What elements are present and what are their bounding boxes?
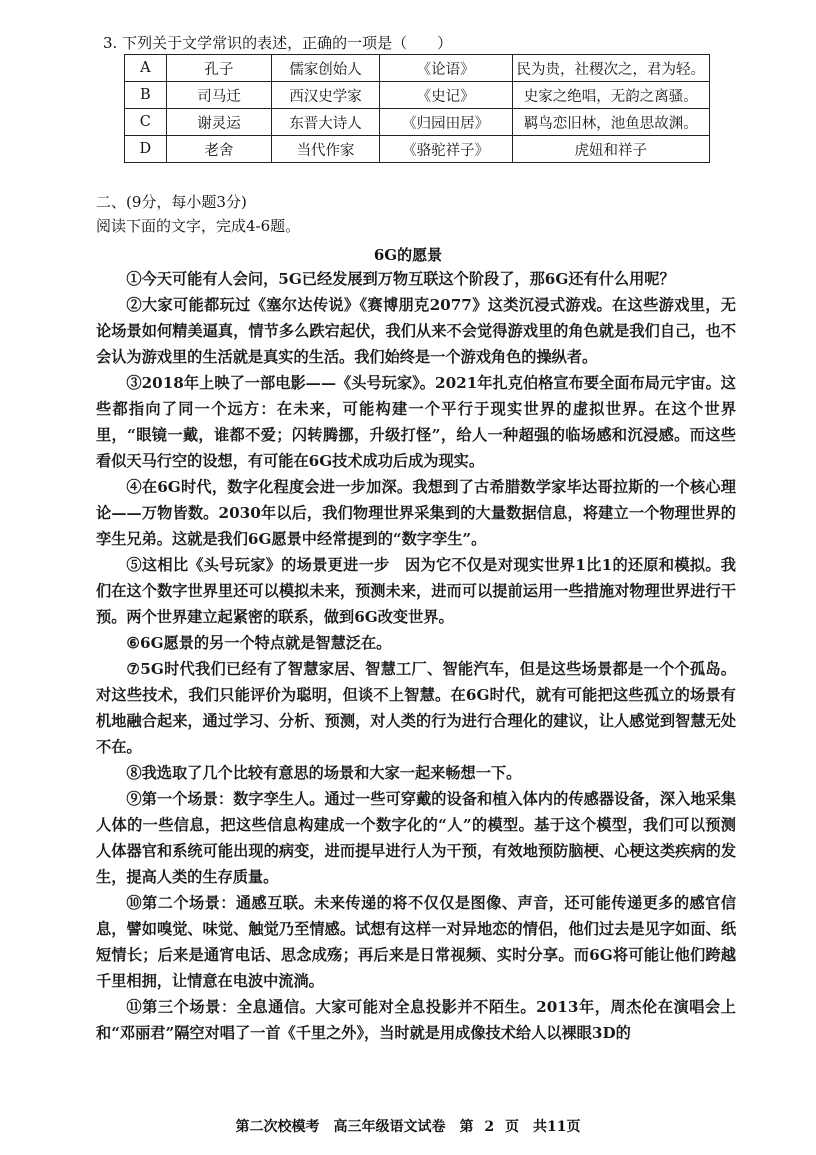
paragraph-2: ②大家可能都玩过《塞尔达传说》《赛博朋克2077》这类沉浸式游戏。在这些游戏里，无论场景如何精美逼真，情节多么跌宕起伏，我们从来不会觉得游戏里的角色就是我们自己，也不会认为游戏里的生活就是真实的生活。我们始终是一个游戏角色的操纵者。 [96, 296, 736, 366]
table-cell: 谢灵运 [166, 109, 272, 136]
page-footer: 第二次校模考 高三年级语文试卷 第 2 页 共11页 [235, 1119, 581, 1135]
paragraph-1: ①今天可能有人会问，5G已经发展到万物互联这个阶段了，那6G还有什么用呢？ [126, 270, 675, 288]
table-cell: 《归园田居》 [379, 109, 512, 136]
table-cell: 《骆驼祥子》 [379, 136, 512, 163]
paragraph-5: ⑤这相比《头号玩家》的场景更进一步 因为它不仅是对现实世界1比1的还原和模拟。我们在这个数字世界里还可以模拟未来，预测未来，进而可以提前运用一些措施对物理世界进行干预。两个世界建立起紧密的联系，做到6G改变世界。 [96, 556, 736, 626]
table-cell: 当代作家 [272, 136, 379, 163]
table-cell: 西汉史学家 [272, 82, 379, 109]
table-cell: 《论语》 [379, 55, 512, 82]
table-row [125, 55, 710, 82]
paragraph-8: ⑧我选取了几个比较有意思的场景和大家一起来畅想一下。 [126, 764, 522, 782]
literature-table [124, 54, 710, 163]
table-cell: 史家之绝唱，无韵之离骚。 [512, 82, 710, 109]
option-letter: D [125, 136, 167, 163]
table-row [125, 136, 710, 163]
table-cell: 《史记》 [379, 82, 512, 109]
question-3-stem: 3. 下列关于文学常识的表述，正确的一项是（ ） [103, 34, 453, 52]
paragraph-3: ③2018年上映了一部电影——《头号玩家》。2021年扎克伯格宣布要全面布局元宇宙。这些都指向了同一个远方：在未来，可能构建一个平行于现实世界的虚拟世界。在这个世界里，“眼镜一戴，谁都不爱；闪转腾挪，升级打怪”，给人一种超强的临场感和沉浸感。而这些看似天马行空的设想，有可能在6G技术成功后成为现实。 [96, 374, 736, 470]
paragraph-10: ⑩第二个场景：通感互联。未来传递的将不仅仅是图像、声音，还可能传递更多的感官信息，譬如嗅觉、味觉、触觉乃至情感。试想有这样一对异地恋的情侣，他们过去是见字如面、纸短情长；后来是通宵电话、思念成殇；再后来是日常视频、实时分享。而6G将可能让他们跨越千里相拥，让情意在电波中流淌。 [96, 894, 736, 990]
option-letter: A [125, 55, 167, 82]
table-row [125, 109, 710, 136]
paragraph-6: ⑥6G愿景的另一个特点就是智慧泛在。 [126, 634, 392, 652]
table-row [125, 82, 710, 109]
table-cell: 老舍 [166, 136, 272, 163]
article-body [96, 266, 736, 1046]
article-title: 6G的愿景 [373, 246, 443, 264]
table-cell: 司马迁 [166, 82, 272, 109]
table-cell: 东晋大诗人 [272, 109, 379, 136]
paragraph-4: ④在6G时代，数字化程度会进一步加深。我想到了古希腊数学家毕达哥拉斯的一个核心理论——万物皆数。2030年以后，我们物理世界采集到的大量数据信息，将建立一个物理世界的孪生兄弟。这就是我们6G愿景中经常提到的“数字孪生”。 [96, 478, 736, 548]
paragraph-9: ⑨第一个场景：数字孪生人。通过一些可穿戴的设备和植入体内的传感器设备，深入地采集人体的一些信息，把这些信息构建成一个数字化的“人”的模型。基于这个模型，我们可以预测人体器官和系统可能出现的病变，进而提早进行人为干预，有效地预防脑梗、心梗这类疾病的发生，提高人类的生存质量。 [96, 790, 736, 886]
table-cell: 虎妞和祥子 [512, 136, 710, 163]
table-cell: 羁鸟恋旧林，池鱼思故渊。 [512, 109, 710, 136]
reading-instruction: 阅读下面的文字，完成4-6题。 [96, 217, 301, 235]
option-letter: B [125, 82, 167, 109]
table-cell: 儒家创始人 [272, 55, 379, 82]
table-cell: 孔子 [166, 55, 272, 82]
section-heading: 二、(9分，每小题3分) [96, 193, 247, 211]
option-letter: C [125, 109, 167, 136]
table-cell: 民为贵，社稷次之，君为轻。 [512, 55, 710, 82]
paragraph-7: ⑦5G时代我们已经有了智慧家居、智慧工厂、智能汽车，但是这些场景都是一个个孤岛。对这些技术，我们只能评价为聪明，但谈不上智慧。在6G时代，就有可能把这些孤立的场景有机地融合起来，通过学习、分析、预测，对人类的行为进行合理化的建议，让人感觉到智慧无处不在。 [96, 660, 736, 756]
paragraph-11: ⑪第三个场景：全息通信。大家可能对全息投影并不陌生。2013年，周杰伦在演唱会上和“邓丽君”隔空对唱了一首《千里之外》，当时就是用成像技术给人以裸眼3D的 [96, 998, 736, 1042]
